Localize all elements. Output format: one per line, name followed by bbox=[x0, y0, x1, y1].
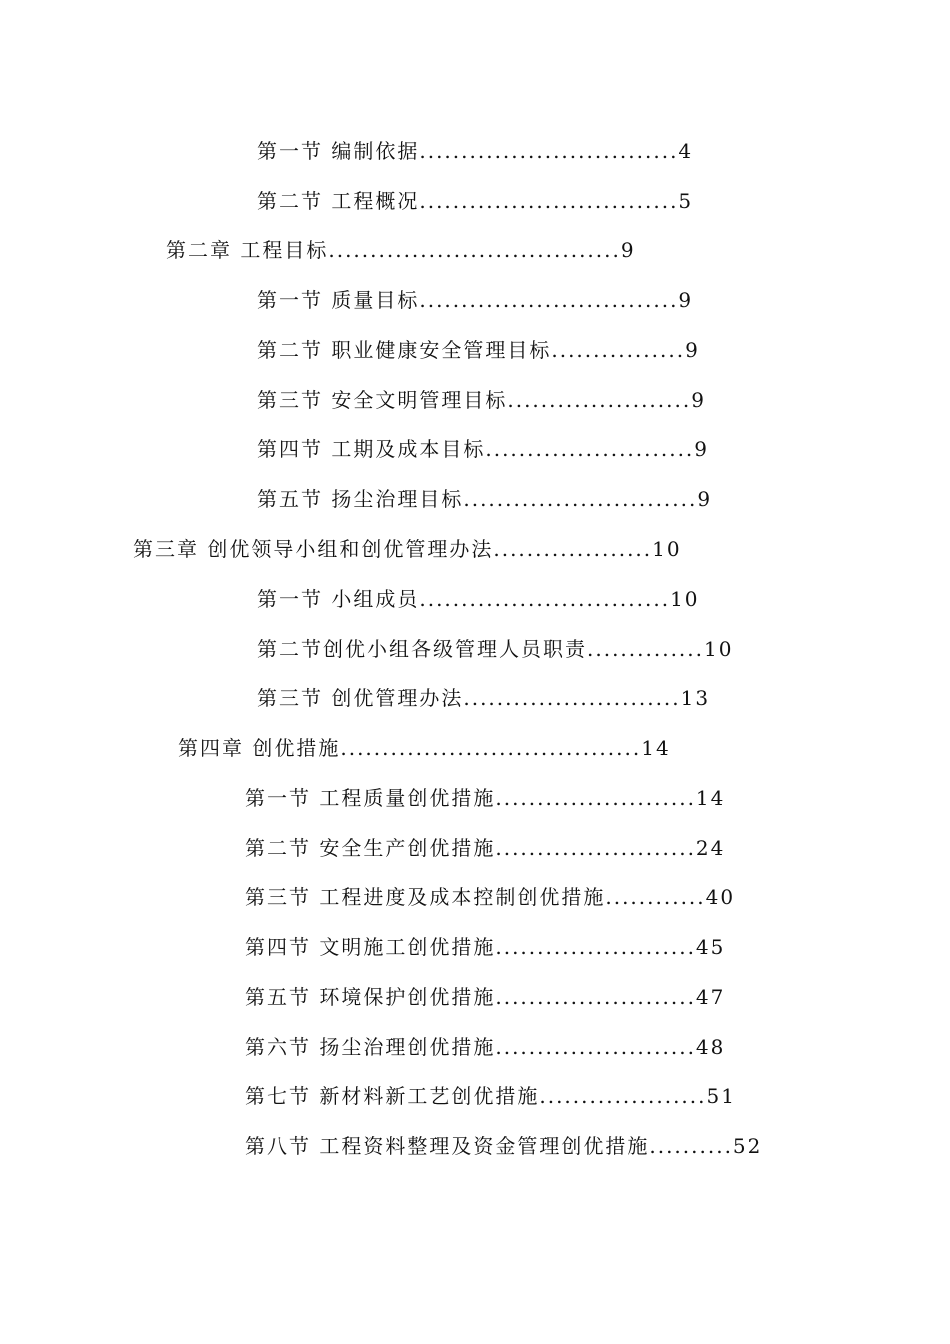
toc-chapter-text: 第二章 工程目标...................................9 bbox=[166, 238, 636, 262]
toc-chapter-text: 第三章 创优领导小组和创优管理办法...................10 bbox=[133, 537, 682, 561]
toc-entry-text: 第四节 文明施工创优措施........................45 bbox=[245, 935, 726, 959]
toc-entry-text: 第六节 扬尘治理创优措施........................48 bbox=[245, 1035, 726, 1059]
toc-chapter-text: 第四章 创优措施....................................14 bbox=[178, 736, 671, 760]
toc-entry[interactable] bbox=[257, 634, 787, 664]
toc-entry[interactable] bbox=[257, 385, 785, 415]
toc-entry[interactable] bbox=[257, 484, 785, 514]
toc-entry[interactable] bbox=[257, 335, 775, 365]
toc-chapter[interactable] bbox=[178, 733, 788, 763]
toc-entry[interactable] bbox=[257, 136, 785, 166]
toc-entry-text: 第七节 新材料新工艺创优措施....................51 bbox=[245, 1084, 736, 1108]
toc-entry-text: 第二节创优小组各级管理人员职责..............10 bbox=[257, 637, 734, 661]
toc-chapter[interactable] bbox=[133, 534, 753, 564]
toc-entry[interactable] bbox=[257, 683, 787, 713]
toc-entry-text: 第八节 工程资料整理及资金管理创优措施..........52 bbox=[245, 1134, 763, 1158]
toc-entry[interactable] bbox=[257, 584, 797, 614]
toc-entry-text: 第三节 工程进度及成本控制创优措施............40 bbox=[245, 885, 736, 909]
toc-entry[interactable] bbox=[245, 1032, 795, 1062]
toc-entry[interactable] bbox=[245, 932, 795, 962]
toc-entry-text: 第二节 安全生产创优措施........................24 bbox=[245, 836, 726, 860]
toc-chapter[interactable] bbox=[166, 235, 785, 265]
toc-entry[interactable] bbox=[257, 434, 785, 464]
toc-entry-text: 第三节 创优管理办法..........................13 bbox=[257, 686, 711, 710]
toc-entry-text: 第四节 工期及成本目标.........................9 bbox=[257, 437, 710, 461]
toc-entry-text: 第一节 工程质量创优措施........................14 bbox=[245, 786, 726, 810]
toc-entry-text: 第一节 小组成员..............................10 bbox=[257, 587, 700, 611]
toc-entry-text: 第二节 职业健康安全管理目标................9 bbox=[257, 338, 700, 362]
toc-entry[interactable] bbox=[245, 1081, 795, 1111]
toc-entry[interactable] bbox=[245, 1131, 795, 1161]
toc-entry[interactable] bbox=[245, 833, 795, 863]
toc-entry-text: 第五节 扬尘治理目标............................9 bbox=[257, 487, 713, 511]
toc-entry[interactable] bbox=[245, 982, 795, 1012]
toc-entry[interactable] bbox=[245, 882, 785, 912]
toc-entry[interactable] bbox=[245, 783, 795, 813]
toc-entry[interactable] bbox=[257, 285, 785, 315]
toc-entry-text: 第二节 工程概况...............................5 bbox=[257, 189, 694, 213]
toc-entry-text: 第一节 质量目标...............................9 bbox=[257, 288, 694, 312]
toc-entry-text: 第一节 编制依据...............................4 bbox=[257, 139, 694, 163]
toc-entry-text: 第五节 环境保护创优措施........................47 bbox=[245, 985, 726, 1009]
toc-entry-text: 第三节 安全文明管理目标......................9 bbox=[257, 388, 706, 412]
toc-entry[interactable] bbox=[257, 186, 785, 216]
